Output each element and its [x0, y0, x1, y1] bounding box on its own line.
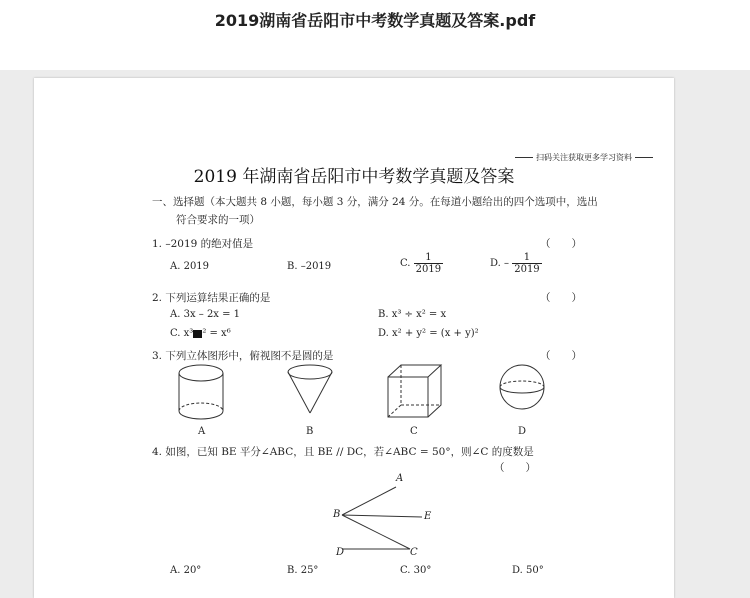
question-3-bracket: （ ）: [540, 350, 582, 362]
page-banner: 扫码关注获取更多学习资料: [512, 152, 656, 163]
figure-label-d: D: [518, 426, 527, 437]
q2-option-b: B. x³ ÷ x² = x: [378, 309, 447, 320]
question-1-stem: 1. –2019 的绝对值是: [152, 238, 254, 250]
cube-figure: [385, 363, 445, 423]
pdf-page: [34, 78, 674, 598]
section-heading: 一、选择题（本大题共 8 小题，每小题 3 分，满分 24 分。在每道小题给出的四个选项中，选出: [152, 196, 598, 208]
question-1-bracket: （ ）: [540, 238, 582, 250]
figure-label-c: C: [410, 426, 418, 437]
sphere-figure: [498, 363, 548, 413]
cylinder-figure: [176, 363, 226, 423]
point-e-label: E: [424, 511, 432, 522]
question-4-bracket: （ ）: [494, 462, 536, 474]
q4-option-b: B. 25°: [287, 565, 319, 576]
question-2-stem: 2. 下列运算结果正确的是: [152, 292, 271, 304]
section-heading-cont: 符合要求的一项）: [176, 214, 260, 226]
q1-option-a: A. 2019: [170, 261, 210, 272]
q1-option-b: B. –2019: [287, 261, 332, 272]
question-3-stem: 3. 下列立体图形中，俯视图不是圆的是: [152, 350, 334, 362]
q2-option-c: C. x³ ² = x⁶: [170, 328, 231, 339]
point-b-label: B: [333, 509, 341, 520]
point-c-label: C: [410, 547, 418, 558]
q4-option-c: C. 30°: [400, 565, 432, 576]
point-a-label: A: [396, 473, 404, 484]
figure-label-a: A: [198, 426, 206, 437]
point-d-label: D: [336, 547, 345, 558]
figure-label-b: B: [306, 426, 314, 437]
question-2-bracket: （ ）: [540, 292, 582, 304]
redacted-mark: [193, 330, 202, 338]
q1-option-d: D. – $\frac{1}{2019}$: [490, 252, 540, 275]
cone-figure: [285, 363, 335, 423]
document-title: 2019湖南省岳阳市中考数学真题及答案.pdf: [214, 11, 536, 30]
q1-option-c: C. $\frac{1}{2019}$: [400, 252, 442, 275]
question-4-stem: 4. 如图，已知 BE 平分∠ABC，且 BE // DC，若∠ABC = 50°，则∠C 的度数是: [152, 446, 534, 458]
q2-option-a: A. 3x – 2x = 1: [170, 309, 241, 320]
q4-option-d: D. 50°: [512, 565, 544, 576]
q2-option-d: D. x² + y² = (x + y)²: [378, 328, 479, 339]
page-title: 2019 年湖南省岳阳市中考数学真题及答案: [193, 167, 515, 187]
q4-option-a: A. 20°: [170, 565, 202, 576]
viewer-toolbar: [0, 0, 750, 70]
